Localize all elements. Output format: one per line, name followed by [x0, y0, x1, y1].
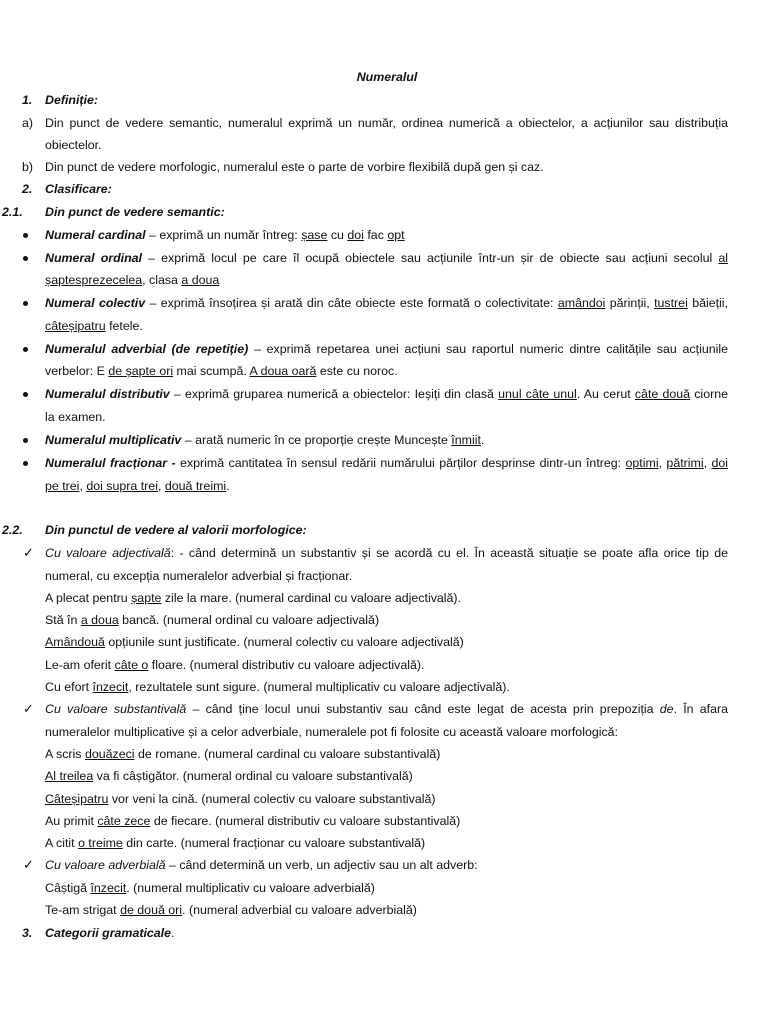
example-line: A scris douăzeci de romane. (numeral cardinal cu valoare substantivală) [45, 747, 441, 761]
substantival-line2: numeralelor multiplicative și a celor adverbiale, numeralele pot fi folosite cu această valoare morfologică: [45, 725, 619, 739]
subsection-heading-morfologic: Din punctul de vedere al valorii morfologice: [45, 523, 307, 537]
bullet-icon [23, 438, 28, 443]
section-number: 2. [22, 182, 33, 196]
bullet-icon [23, 461, 28, 466]
section-number: 1. [22, 93, 33, 107]
adjectival-line2: numeral, cu excepția numeralelor adverbial și fracționar. [45, 569, 353, 583]
adverbial-line1: Numeralul adverbial (de repetiție) – exprimă repetarea unei acțiuni sau raportul numeric dintre calitățile sau acțiunile [45, 342, 728, 356]
checkmark-icon: ✓ [23, 545, 34, 560]
substantival-line1: Cu valoare substantivală – când ține locul unui substantiv sau când este legat de acesta prin prepoziția de. În afara [45, 702, 729, 716]
subsection-number: 2.2. [2, 523, 23, 537]
subsection-number: 2.1. [2, 205, 23, 219]
example-line: Al treilea va fi câștigător. (numeral ordinal cu valoare substantivală) [45, 769, 413, 783]
bullet-icon [23, 301, 28, 306]
example-line: A citit o treime din carte. (numeral fracționar cu valoare substantivală) [45, 836, 426, 850]
bullet-icon [23, 392, 28, 397]
section-number: 3. [22, 926, 33, 940]
bullet-icon [23, 256, 28, 261]
definition-b: Din punct de vedere morfologic, numeralul este o parte de vorbire flexibilă după gen și caz. [45, 160, 544, 174]
item-label-b: b) [22, 160, 34, 174]
distributiv-line1: Numeralul distributiv – exprimă gruparea numerică a obiectelor: Ieșiți din clasă unul câte unul. Au cerut câte două ciorne [45, 387, 728, 401]
example-line: A plecat pentru șapte zile la mare. (numeral cardinal cu valoare adjectivală). [45, 591, 461, 605]
multiplicativ-line: Numeralul multiplicativ – arată numeric în ce proporție crește Muncește înmiit. [45, 433, 485, 447]
bullet-icon [23, 233, 28, 238]
distributiv-line2: la examen. [45, 410, 106, 424]
example-line: Le-am oferit câte o floare. (numeral distributiv cu valoare adjectivală). [45, 658, 425, 672]
item-label-a: a) [22, 116, 34, 130]
subsection-heading-semantic: Din punct de vedere semantic: [45, 205, 225, 219]
example-line: Amândouă opțiunile sunt justificate. (numeral colectiv cu valoare adjectivală) [45, 635, 464, 649]
checkmark-icon: ✓ [23, 857, 34, 872]
bullet-icon [23, 347, 28, 352]
ordinal-line2: șaptesprezecelea, clasa a doua [45, 273, 220, 287]
adverbial-line2: verbelor: E de șapte ori mai scumpă. A doua oară este cu noroc. [45, 364, 398, 378]
definition-a-line2: obiectelor. [45, 138, 102, 152]
adverbial-value-line1: Cu valoare adverbială – când determină un verb, un adjectiv sau un alt adverb: [45, 858, 478, 872]
page-title: Numeralul [356, 70, 418, 84]
cardinal-line: Numeral cardinal – exprimă un număr întreg: șase cu doi fac opt [45, 228, 405, 242]
example-line: Câteșipatru vor veni la cină. (numeral colectiv cu valoare substantivală) [45, 792, 436, 806]
section-heading-categorii: Categorii gramaticale. [45, 926, 175, 940]
example-line: Stă în a doua bancă. (numeral ordinal cu valoare adjectivală) [45, 613, 380, 627]
section-heading-definitie: Definiție: [45, 93, 99, 107]
example-line: Cu efort înzecit, rezultatele sunt sigure. (numeral multiplicativ cu valoare adjectivală). [45, 680, 510, 694]
checkmark-icon: ✓ [23, 701, 34, 716]
definition-a-line1: Din punct de vedere semantic, numeralul exprimă un număr, ordinea numerică a obiectelor, a acțiunilor sau distribuția [45, 116, 728, 130]
ordinal-line1: Numeral ordinal – exprimă locul pe care îl ocupă obiectele sau acțiunile într-un șir de obiecte sau acțiuni secolul al [45, 251, 728, 265]
fractionar-line1: Numeralul fracționar - exprimă cantitatea în sensul redării numărului părților desprinse dintr-un întreg: optimi, pătrimi, doi [45, 456, 728, 470]
example-line: Au primit câte zece de fiecare. (numeral distributiv cu valoare substantivală) [45, 814, 461, 828]
example-line: Câștigă înzecit. (numeral multiplicativ cu valoare adverbială) [45, 881, 375, 895]
colectiv-line1: Numeral colectiv – exprimă însoțirea și arată din câte obiecte este formată o colectivitate: amândoi părinții, tustrei băieții, [45, 296, 729, 310]
section-heading-clasificare: Clasificare: [45, 182, 112, 196]
adjectival-line1: Cu valoare adjectivală: - când determină un substantiv și se acordă cu el. În această situație se poate afla orice tip de [45, 546, 728, 560]
fractionar-line2: pe trei, doi supra trei, două treimi. [45, 479, 230, 493]
example-line: Te-am strigat de două ori. (numeral adverbial cu valoare adverbială) [45, 903, 417, 917]
colectiv-line2: câteșipatru fetele. [45, 319, 143, 333]
